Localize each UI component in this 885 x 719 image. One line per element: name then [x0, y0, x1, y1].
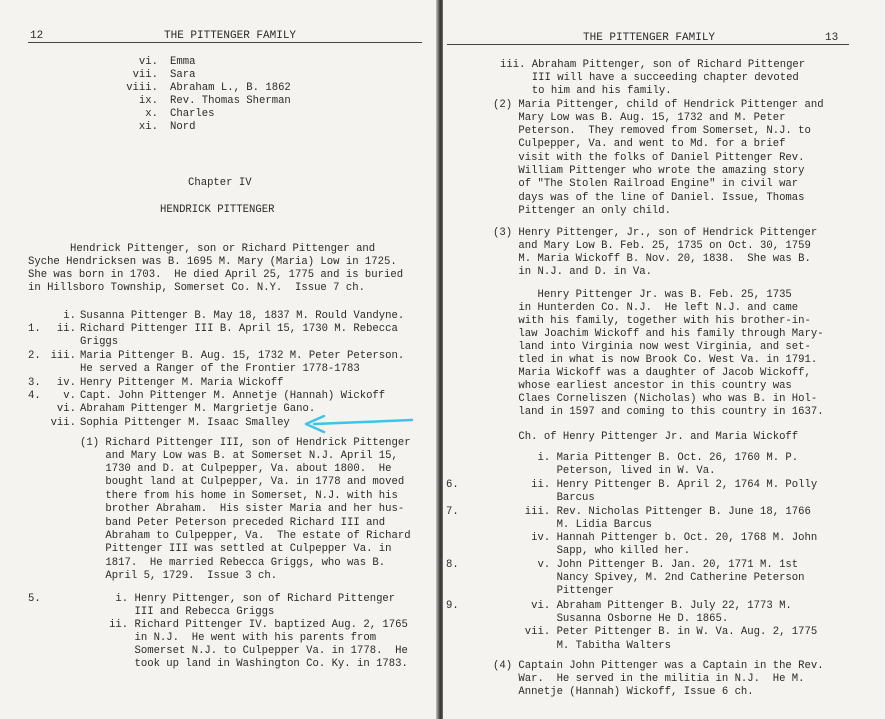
para-line: Maria Wickoff was a daughter of Jacob Wickoff, — [493, 367, 811, 379]
para-line: with his family, together with his brother-in- — [493, 315, 811, 327]
list-item: Emma — [170, 56, 196, 68]
intro-line: Syche Hendricksen was B. 1695 M. Mary (Maria) Low in 1725. — [28, 256, 397, 268]
child-num: iii. — [50, 350, 76, 362]
page-number-right: 13 — [825, 32, 839, 44]
list-num: vii. — [132, 69, 158, 81]
running-head-right: THE PITTENGER FAMILY — [583, 32, 716, 44]
intro-line: She was born in 1703. He died April 25, 1775 and is buried — [28, 269, 404, 281]
para-line: tled in what is now Brook Co. West Va. in 1791. — [493, 354, 818, 366]
child-entry: Peterson, lived in W. Va. — [493, 465, 716, 477]
para-line: 1730 and D. at Culpepper, Va. about 1800. He — [80, 463, 392, 475]
sub-child-line: in N.J. He went with his parents from — [90, 632, 377, 644]
child-entry: i. Maria Pittenger B. Oct. 26, 1760 M. P. — [493, 452, 799, 464]
chapter-number: Chapter IV — [188, 177, 252, 189]
para-line: and Mary Low was B. at Somerset N.J. April 15, — [80, 450, 398, 462]
child-entry: Nancy Spivey, M. 2nd Catherine Peterson — [493, 572, 805, 584]
children-heading: Ch. of Henry Pittenger Jr. and Maria Wickoff — [493, 431, 799, 443]
para-line: Henry Pittenger Jr. was B. Feb. 25, 1735 — [493, 289, 792, 301]
child-entry: Susanna Osborne He D. 1865. — [493, 613, 729, 625]
child-margin-number: 9. — [446, 600, 459, 612]
child-num: ii. — [56, 323, 76, 335]
para-line: there from his home in Somerset, N.J. with his — [80, 490, 398, 502]
para-line: Culpepper, Va. and went to Md. for a brief — [493, 138, 786, 150]
list-item: Charles — [170, 108, 215, 120]
para-line: land in 1597 and coming to this country in 1637. — [493, 406, 824, 418]
child-entry: M. Lidia Barcus — [493, 519, 652, 531]
margin-number: 5. — [28, 593, 41, 605]
list-item: Sara — [170, 69, 196, 81]
page-number-left: 12 — [30, 30, 44, 42]
para-line: (1) Richard Pittenger III, son of Hendrick Pittenger — [80, 437, 411, 449]
child-margin-number: 7. — [446, 506, 459, 518]
para-line: War. He served in the militia in N.J. He M. — [493, 673, 805, 685]
header-rule-right — [447, 44, 849, 45]
para-line: Pittenger an only child. — [493, 205, 672, 217]
child-entry: ii. Henry Pittenger B. April 2, 1764 M. Polly — [493, 479, 818, 491]
child-margin-number: 4. — [28, 390, 41, 402]
para-line: M. Maria Wickoff B. Nov. 20, 1838. She was B. — [493, 253, 811, 265]
para-line: Peterson. They removed from Somerset, N.J. to — [493, 125, 811, 137]
child-entry: M. Tabitha Walters — [493, 640, 672, 652]
child-entry: iv. Hannah Pittenger b. Oct. 20, 1768 M. John — [493, 532, 818, 544]
child-margin-number: 6. — [446, 479, 459, 491]
para-line: III will have a succeeding chapter devoted — [500, 72, 799, 84]
child-entry: v. John Pittenger B. Jan. 20, 1771 M. 1st — [493, 559, 799, 571]
child-entry: Richard Pittenger III B. April 15, 1730 M. Rebecca — [80, 323, 398, 335]
sub-child-line: i. Henry Pittenger, son of Richard Pittenger — [90, 593, 396, 605]
child-margin-number: 3. — [28, 377, 41, 389]
para-line: bought land at Culpepper, Va. in 1778 and moved — [80, 476, 405, 488]
para-line: April 5, 1729. Issue 3 ch. — [80, 570, 278, 582]
para-line: William Pittenger who wrote the amazing story — [493, 165, 805, 177]
para-line: (3) Henry Pittenger, Jr., son of Hendrick Pittenger — [493, 227, 818, 239]
para-line: visit with the folks of Daniel Pittenger Rev. — [493, 152, 805, 164]
list-num: ix. — [138, 95, 158, 107]
para-line: of "The Stolen Railroad Engine" in civil war — [493, 178, 799, 190]
right-page — [443, 0, 885, 719]
para-line: Annetje (Hannah) Wickoff, Issue 6 ch. — [493, 686, 754, 698]
para-line: (2) Maria Pittenger, child of Hendrick Pittenger and — [493, 99, 824, 111]
child-entry: iii. Rev. Nicholas Pittenger B. June 18, 1766 — [493, 506, 811, 518]
child-num: iv. — [56, 377, 76, 389]
para-line: band Peter Peterson preceded Richard III and — [80, 517, 386, 529]
child-entry-cont: He served a Ranger of the Frontier 1778-1783 — [80, 363, 360, 375]
child-entry: Maria Pittenger B. Aug. 15, 1732 M. Peter Peterson. — [80, 350, 405, 362]
child-entry: vi. Abraham Pittenger B. July 22, 1773 M. — [493, 600, 792, 612]
para-line: land into Virginia now west Virginia, and set- — [493, 341, 811, 353]
sub-child-line: III and Rebecca Griggs — [90, 606, 275, 618]
child-entry: Henry Pittenger M. Maria Wickoff — [80, 377, 284, 389]
child-num: i. — [63, 310, 76, 322]
para-line: in N.J. and D. in Va. — [493, 266, 652, 278]
para-line: 1817. He married Rebecca Griggs, who was B. — [80, 557, 386, 569]
list-num: viii. — [126, 82, 158, 94]
para-line: to him and his family. — [500, 85, 672, 97]
running-head-left: THE PITTENGER FAMILY — [164, 30, 297, 42]
child-entry-sophia: Sophia Pittenger M. Isaac Smalley — [80, 417, 290, 429]
list-num: x. — [145, 108, 158, 120]
child-entry: Pittenger — [493, 585, 614, 597]
para-line: Abraham to Culpepper, Va. The estate of Richard — [80, 530, 411, 542]
child-num: v. — [63, 390, 76, 402]
child-entry: Susanna Pittenger B. May 18, 1837 M. Rould Vandyne. — [80, 310, 405, 322]
list-item: Rev. Thomas Sherman — [170, 95, 291, 107]
para-line: in Hunterden Co. N.J. He left N.J. and came — [493, 302, 799, 314]
para-line: Claes Corneliszen (Nicholas) who was B. in Hol- — [493, 393, 818, 405]
para-line: and Mary Low B. Feb. 25, 1735 on Oct. 30, 1759 — [493, 240, 811, 252]
para-line: law Joachim Wickoff and his family through Mary- — [493, 328, 824, 340]
list-item: Abraham L., B. 1862 — [170, 82, 291, 94]
intro-line: in Hillsboro Township, Somerset Co. N.Y. Issue 7 ch. — [28, 282, 365, 294]
child-entry: vii. Peter Pittenger B. in W. Va. Aug. 2, 1775 — [493, 626, 818, 638]
child-entry: Barcus — [493, 492, 595, 504]
para-line: brother Abraham. His sister Maria and her hus- — [80, 503, 405, 515]
para-line: Pittenger III was settled at Culpepper Va. in — [80, 543, 392, 555]
chapter-title: HENDRICK PITTENGER — [160, 204, 275, 216]
child-margin-number: 2. — [28, 350, 41, 362]
para-line: (4) Captain John Pittenger was a Captain in the Rev. — [493, 660, 824, 672]
child-entry: Abraham Pittenger M. Margrietje Gano. — [80, 403, 316, 415]
para-line: days was of the line of Daniel. Issue, Thomas — [493, 192, 805, 204]
sub-child-line: took up land in Washington Co. Ky. in 1783. — [90, 658, 408, 670]
child-entry: Capt. John Pittenger M. Annetje (Hannah) Wickoff — [80, 390, 386, 402]
para-line: Mary Low was B. Aug. 15, 1732 and M. Peter — [493, 112, 786, 124]
child-margin-number: 1. — [28, 323, 41, 335]
list-num: vi. — [138, 56, 158, 68]
child-margin-number: 8. — [446, 559, 459, 571]
child-entry-cont: Griggs — [80, 336, 119, 348]
list-item: Nord — [170, 121, 196, 133]
left-page — [0, 0, 438, 719]
list-num: xi. — [138, 121, 158, 133]
child-entry: Sapp, who killed her. — [493, 545, 691, 557]
header-rule-left — [28, 42, 422, 43]
highlight-arrow-icon — [300, 414, 416, 436]
para-line: iii. Abraham Pittenger, son of Richard Pittenger — [500, 59, 806, 71]
intro-line: Hendrick Pittenger, son or Richard Pittenger and — [70, 243, 376, 255]
child-num: vii. — [50, 417, 76, 429]
child-num: vi. — [56, 403, 76, 415]
sub-child-line: ii. Richard Pittenger IV. baptized Aug. 2, 1765 — [90, 619, 408, 631]
para-line: whose earliest ancestor in this country was — [493, 380, 792, 392]
sub-child-line: Somerset N.J. to Culpepper Va. in 1778. He — [90, 645, 408, 657]
